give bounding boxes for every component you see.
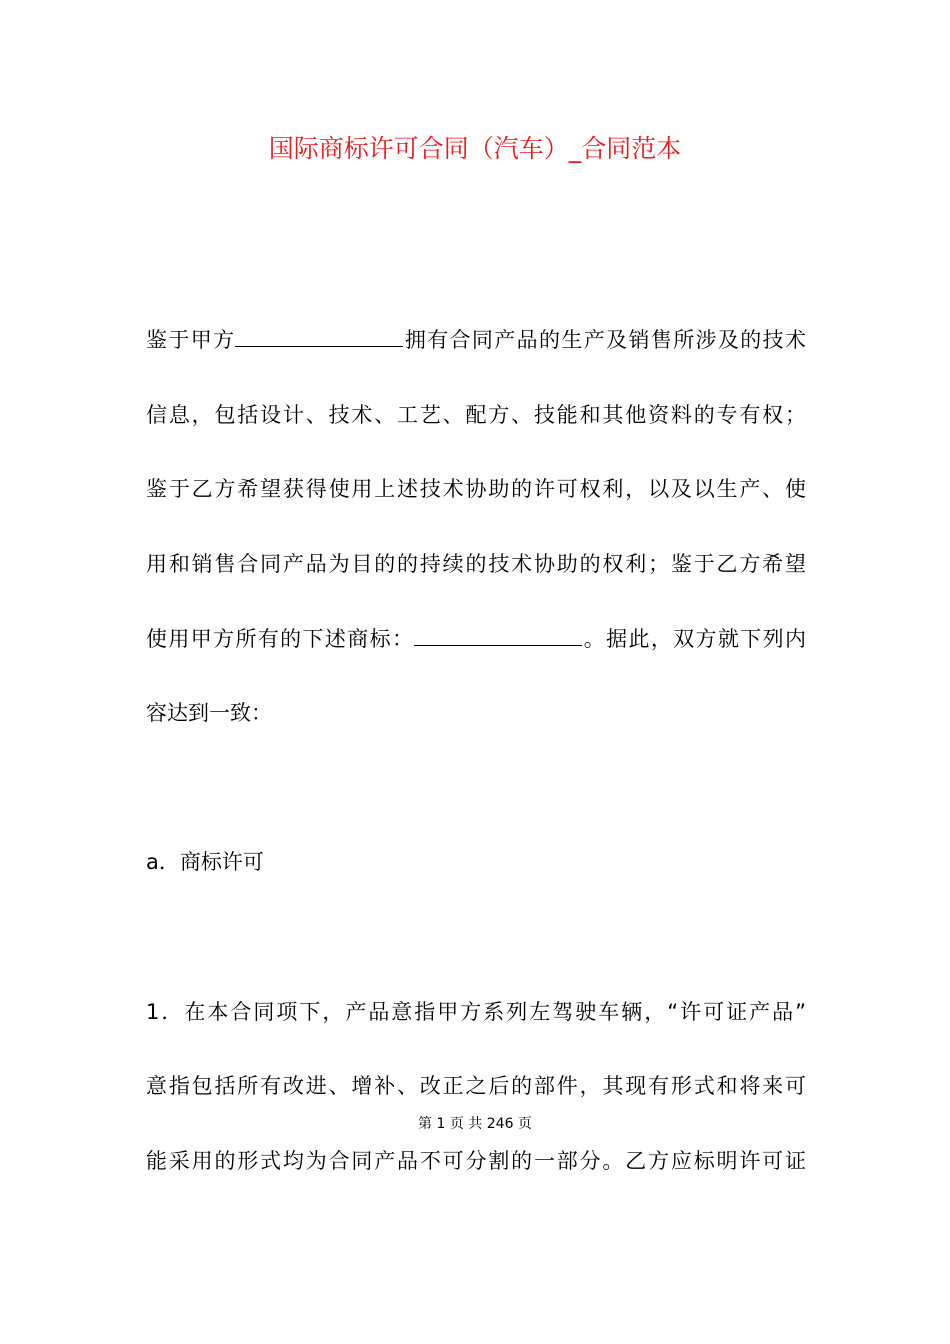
text-run: 使用甲方所有的下述商标： [146,627,415,651]
paragraph-line: 1．在本合同项下，产品意指甲方系列左驾驶车辆，“许可证产品” [146,1000,806,1024]
paragraph-line: 鉴于乙方希望获得使用上述技术协助的许可权利，以及以生产、使 [146,477,806,501]
fill-in-blank-party-a [235,328,403,347]
paragraph-line: 容达到一致： [146,701,272,725]
text-run: 。据此，双方就下列内 [582,627,807,651]
text-run: 拥有合同产品的生产及销售所涉及的技术 [403,328,807,352]
fill-in-blank-trademark [414,627,582,646]
paragraph-line: 信息，包括设计、技术、工艺、配方、技能和其他资料的专有权； [146,403,806,427]
paragraph-line [146,624,806,654]
paragraph-line: 能采用的形式均为合同产品不可分割的一部分。乙方应标明许可证 [146,1149,806,1173]
paragraph-line: 意指包括所有改进、增补、改正之后的部件，其现有形式和将来可 [146,1074,806,1098]
paragraph-line: 用和销售合同产品为目的的持续的技术协助的权利；鉴于乙方希望 [146,552,806,576]
section-heading: a．商标许可 [146,850,264,874]
page-footer: 第 1 页 共 246 页 [418,1116,532,1132]
text-run: 鉴于甲方 [146,328,236,352]
paragraph-line [146,325,806,355]
document-title: 国际商标许可合同（汽车）_合同范本 [268,134,682,163]
